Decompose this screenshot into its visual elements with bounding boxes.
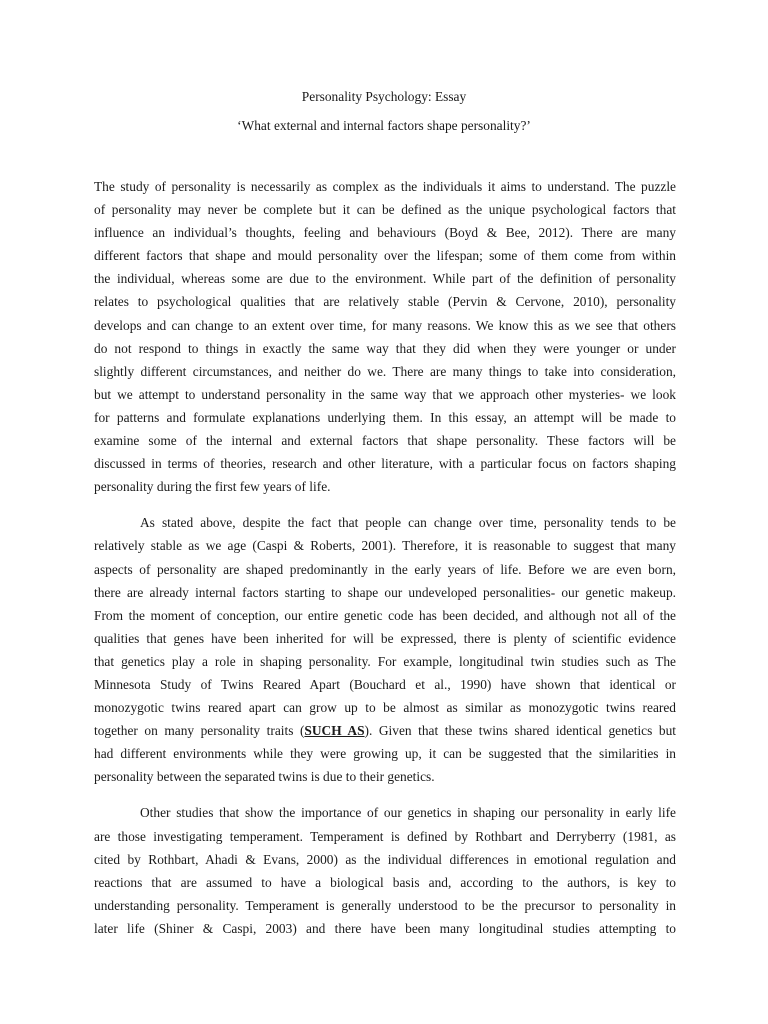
- text-line: the individual, whereas some are due to the environment. While part of the definition of personality: [94, 271, 676, 287]
- text-line: that genetics play a role in shaping personality. For example, longitudinal twin studies such as The: [94, 653, 676, 669]
- text-fragment: together on many personality traits (: [94, 723, 305, 739]
- text-line: for patterns and formulate explanations underlying them. In this essay, an attempt will be made to: [94, 409, 676, 425]
- text-line: As stated above, despite the fact that people can change over time, personality tends to be: [140, 515, 676, 531]
- text-line: personality during the first few years of life.: [94, 479, 331, 495]
- text-line: understanding personality. Temperament is generally understood to be the precursor to personality in: [94, 897, 676, 913]
- paragraph-3: [94, 801, 676, 940]
- text-fragment: ). Given that these twins shared identical genetics but: [364, 723, 676, 739]
- text-line-with-emphasis: [94, 719, 676, 742]
- text-line: later life (Shiner & Caspi, 2003) and there have been many longitudinal studies attempting to: [94, 920, 676, 936]
- text-line: reactions that are assumed to have a biological basis and, according to the authors, is key to: [94, 874, 676, 890]
- text-line: Other studies that show the importance of our genetics in shaping our personality in early life: [140, 805, 676, 821]
- text-line: relates to psychological qualities that are relatively stable (Pervin & Cervone, 2010), personality: [94, 294, 676, 310]
- text-line: influence an individual’s thoughts, feeling and behaviours (Boyd & Bee, 2012). There are many: [94, 225, 676, 241]
- text-line: monozygotic twins reared apart can grow up to be almost as similar as monozygotic twins reared: [94, 700, 676, 716]
- text-line: The study of personality is necessarily as complex as the individuals it aims to understand. The puzzle: [94, 179, 676, 194]
- emphasis-placeholder: SUCH AS: [304, 723, 365, 739]
- essay-body: [94, 175, 676, 953]
- text-line: cited by Rothbart, Ahadi & Evans, 2000) as the individual differences in emotional regulation and: [94, 851, 676, 867]
- text-line: but we attempt to understand personality in the same way that we approach other mysteries- we look: [94, 386, 676, 402]
- text-line: discussed in terms of theories, research and other literature, with a particular focus on factors shaping: [94, 456, 676, 472]
- text-line: personality between the separated twins is due to their genetics.: [94, 769, 435, 785]
- paragraph-2: [94, 511, 676, 788]
- text-line: develops and can change to an extent over time, for many reasons. We know this as we see that others: [94, 317, 676, 333]
- text-line: qualities that genes have been inherited for will be expressed, there is plenty of scientific evidence: [94, 630, 676, 646]
- essay-title: Personality Psychology: Essay: [301, 89, 467, 104]
- text-line: relatively stable as we age (Caspi & Roberts, 2001). Therefore, it is reasonable to suggest that many: [94, 538, 676, 554]
- text-line: slightly different circumstances, and neither do we. There are many things to take into consideration,: [94, 363, 676, 379]
- text-line: are those investigating temperament. Temperament is defined by Rothbart and Derryberry (1981, as: [94, 828, 676, 844]
- text-line: there are already internal factors starting to shape our undeveloped personalities- our genetic makeup.: [94, 584, 676, 600]
- text-line: aspects of personality are shaped predominantly in the early years of life. Before we are even born,: [94, 561, 676, 577]
- text-line: From the moment of conception, our entire genetic code has been decided, and although not all of the: [94, 607, 676, 623]
- text-line: of personality may never be complete but it can be defined as the unique psychological factors that: [94, 202, 676, 218]
- text-line: do not respond to things in exactly the same way that they did when they were younger or under: [94, 340, 676, 356]
- text-line: examine some of the internal and external factors that shape personality. These factors will be: [94, 433, 676, 449]
- paragraph-1: [94, 175, 676, 498]
- text-line: had different environments while they were growing up, it can be suggested that the similarities in: [94, 746, 676, 762]
- text-line: different factors that shape and mould personality over the lifespan; some of them come from within: [94, 248, 676, 264]
- essay-question: ‘What external and internal factors shape personality?’: [237, 118, 531, 133]
- text-line: Minnesota Study of Twins Reared Apart (Bouchard et al., 1990) have shown that identical or: [94, 676, 676, 692]
